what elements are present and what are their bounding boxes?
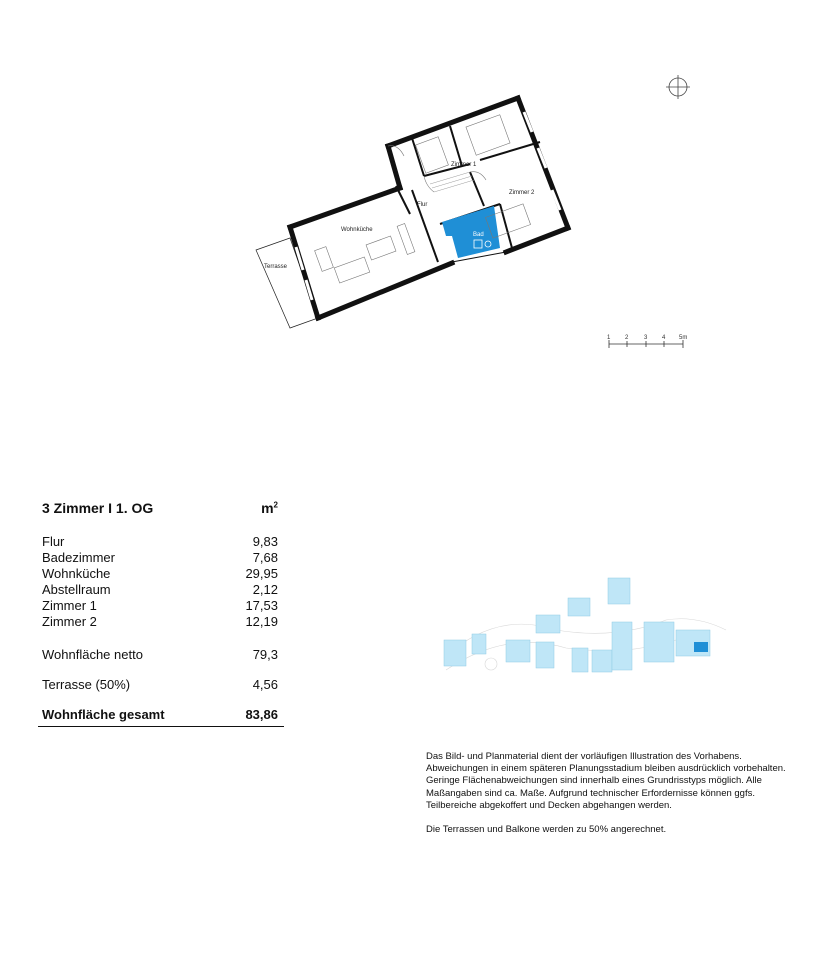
table-row: Flur 9,83 <box>42 534 278 549</box>
scale-bar <box>609 340 683 348</box>
table-title: 3 Zimmer I 1. OG <box>42 500 154 516</box>
terrace-row: Terrasse (50%) 4,56 <box>42 677 278 692</box>
compass-icon <box>666 75 690 99</box>
disclaimer-text: Das Bild- und Planmaterial dient der vorläufigen Illustration des Vorhabens. Abweichungen in einem späteren Planungsstadium bleiben ausdrücklich vorbehalten. Geringe Flächenabweichungen sind innerhalb eines Grundrisstyps möglich. Alle Maßangaben sind ca. Maße. Aufgrund technischer Erfordernisse können ggfs. Teilbereiche abgekoffert und Decken abgehangen werden. <box>426 751 786 811</box>
table-row: Wohnküche 29,95 <box>42 566 278 581</box>
table-row: Zimmer 1 17,53 <box>42 598 278 613</box>
room-label-zimmer1: Zimmer 1 <box>451 162 477 168</box>
table-row: Abstellraum 2,12 <box>42 582 278 597</box>
table-row: Badezimmer 7,68 <box>42 550 278 565</box>
scale-label: 5m <box>679 335 688 341</box>
room-label-bad: Bad <box>473 232 484 238</box>
disclaimer <box>426 751 786 848</box>
room-label-terrasse: Terrasse <box>264 264 288 270</box>
scale-label: 2 <box>625 335 629 341</box>
site-highlight <box>694 642 708 652</box>
scale-label: 4 <box>662 335 666 341</box>
room-label-wohnkueche: Wohnküche <box>341 227 373 233</box>
scale-label: 1 <box>607 335 611 341</box>
terrace-note: Die Terrassen und Balkone werden zu 50% angerechnet. <box>426 824 667 836</box>
table-header <box>38 500 284 516</box>
site-plan <box>436 570 736 690</box>
area-table <box>38 500 284 727</box>
total-area-row: Wohnfläche gesamt 83,86 <box>38 707 284 727</box>
room-label-zimmer2: Zimmer 2 <box>509 190 535 196</box>
room-label-flur: Flur <box>417 202 428 208</box>
net-area-row: Wohnfläche netto 79,3 <box>42 647 278 662</box>
table-row: Zimmer 2 12,19 <box>42 614 278 629</box>
unit-label: $m^2$ <box>261 500 278 516</box>
scale-label: 3 <box>644 335 648 341</box>
